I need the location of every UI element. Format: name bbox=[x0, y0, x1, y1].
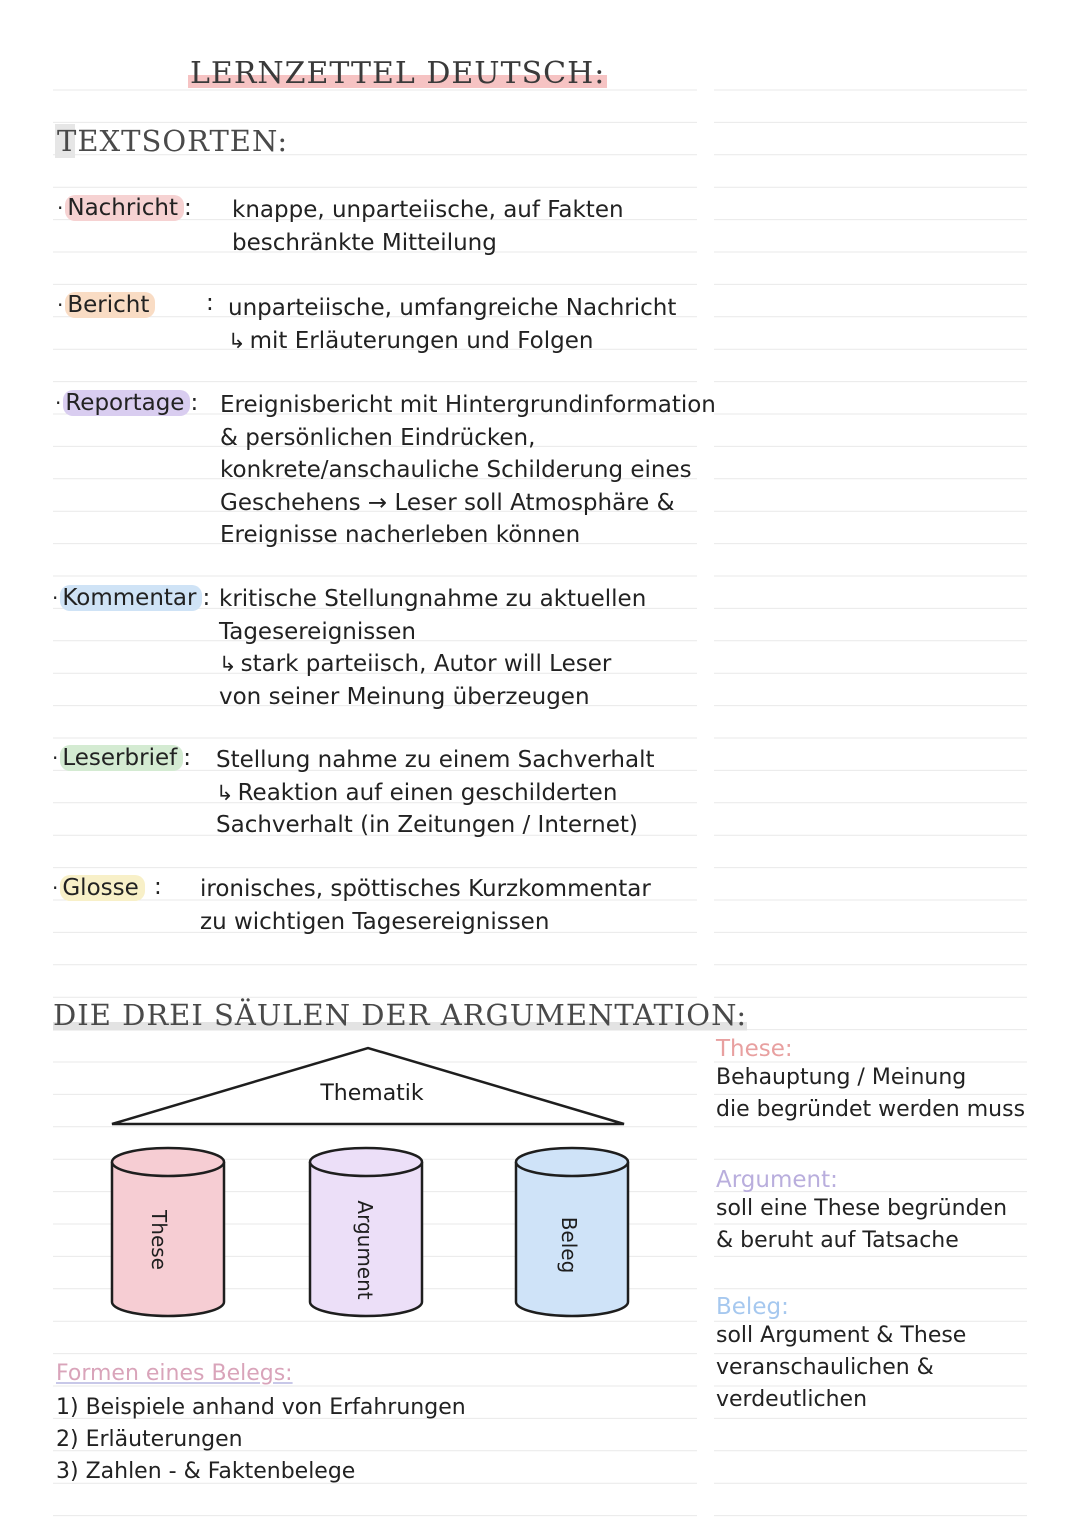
pillar-label-these: These bbox=[147, 1210, 171, 1270]
definition-heading: Beleg: bbox=[716, 1294, 789, 1320]
definition-line: zu wichtigen Tagesereignissen bbox=[200, 908, 550, 935]
definition-line: Reaktion auf einen geschilderten bbox=[237, 779, 618, 806]
term-label: Reportage bbox=[63, 390, 190, 416]
definition-line: beschränkte Mitteilung bbox=[232, 229, 497, 256]
definition-these bbox=[716, 1036, 1025, 1126]
term-leserbrief: · Leserbrief : bbox=[52, 745, 191, 771]
definition-line: veranschaulichen & bbox=[716, 1355, 934, 1380]
definition-line: Geschehens → Leser soll Atmosphäre & bbox=[220, 489, 675, 516]
definition-line: stark parteiisch, Autor will Leser bbox=[240, 651, 612, 677]
forms-heading: Formen eines Belegs: bbox=[56, 1361, 293, 1386]
definition-heading: These: bbox=[716, 1036, 793, 1062]
definition-line: ironisches, spöttisches Kurzkommentar bbox=[200, 876, 651, 902]
definition-line: kritische Stellungnahme zu aktuellen bbox=[219, 586, 647, 612]
term-label: Nachricht bbox=[65, 195, 184, 221]
definition-line: Behauptung / Meinung bbox=[716, 1065, 967, 1090]
section-heading-argumentation: DIE DREI SÄULEN DER ARGUMENTATION: bbox=[53, 998, 748, 1032]
definition-line: konkrete/anschauliche Schilderung eines bbox=[220, 457, 692, 483]
term-label: Kommentar bbox=[60, 585, 202, 611]
term-separator: : bbox=[190, 390, 199, 416]
term-separator: : bbox=[183, 195, 192, 221]
definition-bericht bbox=[228, 292, 676, 357]
arrow-return-icon: ↳ bbox=[228, 328, 246, 353]
term-reportage: · Reportage : bbox=[55, 390, 199, 416]
definition-line: Sachverhalt (in Zeitungen / Internet) bbox=[216, 812, 638, 838]
definition-nachricht bbox=[232, 194, 624, 259]
definition-line: & persönlichen Eindrücken, bbox=[220, 424, 536, 451]
term-glosse: · Glosse bbox=[52, 875, 145, 901]
section-heading-textsorten: TEXTSORTEN: bbox=[57, 124, 289, 158]
roof-label: Thematik bbox=[320, 1081, 424, 1106]
page-title: LERNZETTEL DEUTSCH: bbox=[190, 56, 606, 91]
definition-heading: Argument: bbox=[716, 1167, 838, 1193]
definition-line: Ereignisse nacherleben können bbox=[220, 522, 581, 548]
definition-argument bbox=[716, 1167, 1007, 1257]
term-label: Leserbrief bbox=[60, 745, 183, 771]
definition-line: soll eine These begründen bbox=[716, 1196, 1008, 1221]
definition-beleg bbox=[716, 1294, 966, 1416]
definition-kommentar bbox=[219, 583, 646, 713]
term-separator: : bbox=[183, 745, 191, 771]
term-label: Glosse bbox=[60, 875, 144, 901]
definition-glosse bbox=[200, 873, 651, 938]
term-kommentar: · Kommentar : bbox=[52, 585, 211, 611]
term-separator: : bbox=[154, 874, 162, 900]
term-label: Bericht bbox=[65, 292, 155, 318]
definition-line: knappe, unparteiische, auf Fakten bbox=[232, 197, 624, 223]
forms-item: 2) Erläuterungen bbox=[56, 1427, 243, 1452]
term-separator: : bbox=[202, 585, 211, 611]
pillar-these bbox=[112, 1148, 224, 1316]
definition-leserbrief bbox=[216, 744, 654, 842]
definition-line: soll Argument & These bbox=[716, 1323, 967, 1348]
definition-line: verdeutlichen bbox=[716, 1387, 868, 1412]
pillar-label-beleg: Beleg bbox=[557, 1216, 581, 1274]
definition-line: die begründet werden muss bbox=[716, 1097, 1026, 1122]
argumentation-diagram bbox=[100, 1040, 640, 1340]
definition-line: unparteiische, umfangreiche Nachricht bbox=[228, 295, 677, 321]
arrow-return-icon: ↳ bbox=[219, 652, 237, 676]
pillar-label-argument: Argument bbox=[353, 1200, 377, 1300]
definition-line: von seiner Meinung überzeugen bbox=[219, 683, 590, 710]
definition-line: Tagesereignissen bbox=[219, 618, 416, 645]
forms-item: 1) Beispiele anhand von Erfahrungen bbox=[56, 1395, 466, 1420]
term-bericht: · Bericht bbox=[57, 292, 155, 318]
term-separator: : bbox=[206, 290, 214, 316]
pillar-argument bbox=[310, 1148, 422, 1316]
definition-line: mit Erläuterungen und Folgen bbox=[249, 327, 594, 354]
definition-line: Stellung nahme zu einem Sachverhalt bbox=[216, 747, 655, 773]
pillar-beleg bbox=[516, 1148, 628, 1316]
term-nachricht: · Nachricht : bbox=[57, 195, 192, 221]
forms-item: 3) Zahlen - & Faktenbelege bbox=[56, 1459, 356, 1484]
definition-line: & beruht auf Tatsache bbox=[716, 1228, 959, 1253]
definition-line: Ereignisbericht mit Hintergrundinformation bbox=[220, 392, 716, 418]
definition-reportage bbox=[220, 389, 716, 552]
arrow-return-icon: ↳ bbox=[216, 780, 234, 805]
